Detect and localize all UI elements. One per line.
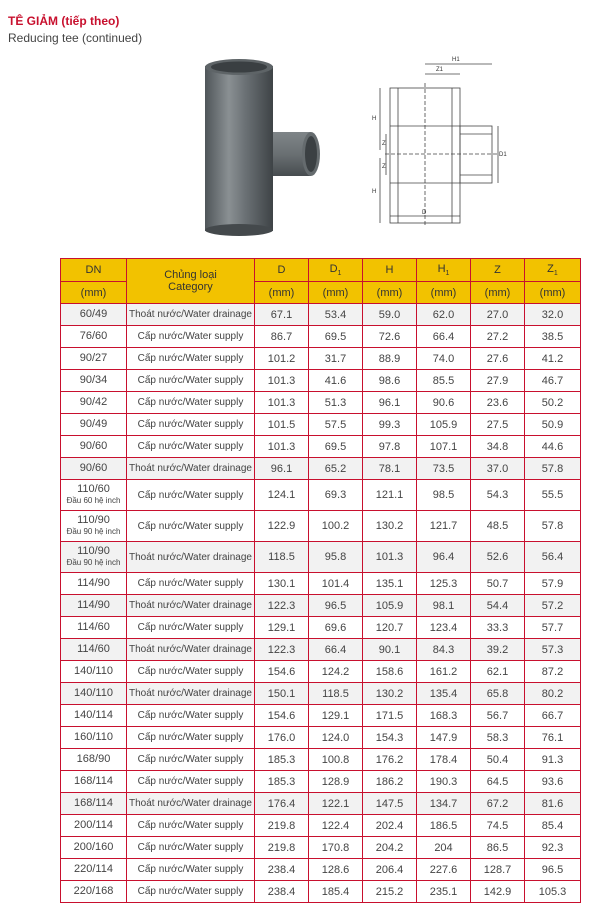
cell-h1: 204 <box>417 837 471 859</box>
cell-z1: 85.4 <box>525 815 581 837</box>
cell-dn-value: 90/34 <box>79 374 108 386</box>
cell-d: 154.6 <box>255 705 309 727</box>
cell-dn <box>61 771 127 793</box>
table-row <box>61 859 581 881</box>
table-row <box>61 837 581 859</box>
cell-dn-value: 90/49 <box>79 418 108 430</box>
cell-dn-value: 140/114 <box>74 709 113 721</box>
cell-dn <box>61 542 127 573</box>
cell-z: 52.6 <box>471 542 525 573</box>
cell-h: 130.2 <box>363 511 417 542</box>
cell-h1: 66.4 <box>417 326 471 348</box>
cell-h1: 227.6 <box>417 859 471 881</box>
cell-z1: 93.6 <box>525 771 581 793</box>
cell-h1: 134.7 <box>417 793 471 815</box>
label-z-bottom: Z <box>382 164 386 170</box>
cell-d: 185.3 <box>255 771 309 793</box>
cell-d1: 100.8 <box>309 749 363 771</box>
cell-dn <box>61 480 127 511</box>
cell-dn <box>61 326 127 348</box>
cell-dn <box>61 304 127 326</box>
page-subtitle: Reducing tee (continued) <box>8 31 143 45</box>
table-row <box>61 573 581 595</box>
cell-dn-value: 110/90 <box>77 545 110 557</box>
cell-dn-value: 160/110 <box>74 731 113 743</box>
cell-dn-value: 90/42 <box>79 396 108 408</box>
label-z-top: Z <box>382 141 386 147</box>
cell-z: 86.5 <box>471 837 525 859</box>
cell-category: Cấp nước/Water supply <box>127 705 255 727</box>
cell-category: Cấp nước/Water supply <box>127 436 255 458</box>
cell-d1: 128.9 <box>309 771 363 793</box>
cell-category: Cấp nước/Water supply <box>127 881 255 903</box>
page-title: TÊ GIẢM (tiếp theo) <box>8 14 120 28</box>
unit-z1: (mm) <box>525 282 581 304</box>
cell-z1: 96.5 <box>525 859 581 881</box>
cell-dn <box>61 573 127 595</box>
cell-d: 122.3 <box>255 595 309 617</box>
cell-h: 176.2 <box>363 749 417 771</box>
label-d1: D1 <box>499 152 507 158</box>
cell-category: Cấp nước/Water supply <box>127 727 255 749</box>
cell-dn-note: Đầu 60 hệ inch <box>66 496 121 505</box>
cell-dn-value: 90/27 <box>79 352 108 364</box>
cell-h1: 90.6 <box>417 392 471 414</box>
label-d: D <box>422 210 427 216</box>
cell-z: 74.5 <box>471 815 525 837</box>
cell-d1: 100.2 <box>309 511 363 542</box>
label-h1: H1 <box>452 57 460 63</box>
cell-dn-value: 114/60 <box>77 643 110 655</box>
cell-d1: 66.4 <box>309 639 363 661</box>
cell-dn-value: 60/49 <box>79 308 108 320</box>
table-row <box>61 661 581 683</box>
cell-h1: 235.1 <box>417 881 471 903</box>
col-d1: $D_1$ <box>309 259 363 282</box>
cell-category: Thoát nước/Water drainage <box>127 639 255 661</box>
header-row <box>61 259 581 282</box>
cell-dn-value: 168/114 <box>74 775 113 787</box>
cell-d1: 65.2 <box>309 458 363 480</box>
cell-z: 48.5 <box>471 511 525 542</box>
cell-d1: 118.5 <box>309 683 363 705</box>
cell-h: 88.9 <box>363 348 417 370</box>
cell-h: 99.3 <box>363 414 417 436</box>
cell-z1: 57.8 <box>525 511 581 542</box>
cell-dn-value: 168/90 <box>76 753 111 765</box>
cell-dn-value: 220/168 <box>73 885 114 897</box>
cell-h1: 147.9 <box>417 727 471 749</box>
cell-d1: 122.4 <box>309 815 363 837</box>
cell-z: 64.5 <box>471 771 525 793</box>
cell-dn-value: 76/60 <box>79 330 108 342</box>
cell-dn-value: 114/90 <box>77 577 110 589</box>
cell-category: Cấp nước/Water supply <box>127 392 255 414</box>
reducing-tee-photo <box>195 58 335 238</box>
cell-category: Cấp nước/Water supply <box>127 414 255 436</box>
cell-z1: 56.4 <box>525 542 581 573</box>
cell-dn-value: 220/114 <box>74 863 113 875</box>
cell-dn <box>61 859 127 881</box>
cell-category: Cấp nước/Water supply <box>127 480 255 511</box>
cell-dn-note: Đầu 90 hệ inch <box>66 558 121 567</box>
cell-dn <box>61 617 127 639</box>
cell-d: 176.0 <box>255 727 309 749</box>
cell-h: 171.5 <box>363 705 417 727</box>
cell-h1: 96.4 <box>417 542 471 573</box>
cell-z1: 41.2 <box>525 348 581 370</box>
col-h: H <box>363 259 417 282</box>
table-row <box>61 793 581 815</box>
cell-z: 27.9 <box>471 370 525 392</box>
cell-d: 154.6 <box>255 661 309 683</box>
cell-dn-value: 168/114 <box>74 797 113 809</box>
table-row <box>61 511 581 542</box>
cell-h: 130.2 <box>363 683 417 705</box>
cell-d: 101.5 <box>255 414 309 436</box>
cell-d1: 51.3 <box>309 392 363 414</box>
cell-d1: 69.6 <box>309 617 363 639</box>
table-row <box>61 771 581 793</box>
cell-z1: 55.5 <box>525 480 581 511</box>
table-row <box>61 815 581 837</box>
cell-h: 135.1 <box>363 573 417 595</box>
cell-z: 67.2 <box>471 793 525 815</box>
cell-h: 97.8 <box>363 436 417 458</box>
cell-dn-value: 140/110 <box>74 665 113 677</box>
cell-d: 150.1 <box>255 683 309 705</box>
cell-category: Cấp nước/Water supply <box>127 661 255 683</box>
cell-z: 54.3 <box>471 480 525 511</box>
table-row <box>61 326 581 348</box>
cell-z1: 46.7 <box>525 370 581 392</box>
cell-dn-value: 90/60 <box>79 440 108 452</box>
cell-category: Thoát nước/Water drainage <box>127 458 255 480</box>
cell-z1: 81.6 <box>525 793 581 815</box>
cell-z1: 92.3 <box>525 837 581 859</box>
label-h-top: H <box>372 116 377 122</box>
cell-z1: 38.5 <box>525 326 581 348</box>
cell-h1: 178.4 <box>417 749 471 771</box>
cell-d: 238.4 <box>255 859 309 881</box>
cell-z1: 50.2 <box>525 392 581 414</box>
cell-h: 98.6 <box>363 370 417 392</box>
cell-z: 23.6 <box>471 392 525 414</box>
cell-h1: 107.1 <box>417 436 471 458</box>
unit-dn: (mm) <box>61 282 127 304</box>
cell-z: 27.6 <box>471 348 525 370</box>
cell-category: Cấp nước/Water supply <box>127 815 255 837</box>
cell-h: 78.1 <box>363 458 417 480</box>
cell-d: 122.9 <box>255 511 309 542</box>
table-row <box>61 480 581 511</box>
reducing-tee-drawing <box>360 48 510 228</box>
cell-category: Cấp nước/Water supply <box>127 859 255 881</box>
cell-z: 142.9 <box>471 881 525 903</box>
cell-dn <box>61 815 127 837</box>
unit-h1: (mm) <box>417 282 471 304</box>
cell-z: 33.3 <box>471 617 525 639</box>
cell-z: 128.7 <box>471 859 525 881</box>
cell-h1: 186.5 <box>417 815 471 837</box>
cell-h: 186.2 <box>363 771 417 793</box>
cell-dn-value: 114/90 <box>77 599 110 611</box>
cell-d: 219.8 <box>255 815 309 837</box>
cell-h: 96.1 <box>363 392 417 414</box>
cell-d: 86.7 <box>255 326 309 348</box>
cell-d: 130.1 <box>255 573 309 595</box>
cell-h1: 74.0 <box>417 348 471 370</box>
cell-d1: 170.8 <box>309 837 363 859</box>
cell-category: Cấp nước/Water supply <box>127 573 255 595</box>
table-row <box>61 617 581 639</box>
cell-category: Cấp nước/Water supply <box>127 370 255 392</box>
table-row <box>61 595 581 617</box>
table-row <box>61 370 581 392</box>
col-dn: DN <box>61 259 127 282</box>
cell-dn-value: 114/60 <box>77 621 110 633</box>
cell-d1: 128.6 <box>309 859 363 881</box>
col-category <box>127 259 255 304</box>
cell-h1: 190.3 <box>417 771 471 793</box>
cell-dn <box>61 348 127 370</box>
cell-z: 27.0 <box>471 304 525 326</box>
cell-z: 27.2 <box>471 326 525 348</box>
cell-dn-value: 90/60 <box>79 462 108 474</box>
cell-dn <box>61 511 127 542</box>
cell-z: 34.8 <box>471 436 525 458</box>
cell-category: Cấp nước/Water supply <box>127 511 255 542</box>
cell-d: 96.1 <box>255 458 309 480</box>
cell-z: 62.1 <box>471 661 525 683</box>
label-h-bottom: H <box>372 189 377 195</box>
cell-dn <box>61 749 127 771</box>
cell-z: 39.2 <box>471 639 525 661</box>
cell-h1: 135.4 <box>417 683 471 705</box>
cell-h: 215.2 <box>363 881 417 903</box>
cell-h1: 121.7 <box>417 511 471 542</box>
cell-h1: 105.9 <box>417 414 471 436</box>
cell-h: 101.3 <box>363 542 417 573</box>
cell-d1: 57.5 <box>309 414 363 436</box>
cell-d: 176.4 <box>255 793 309 815</box>
col-d: D <box>255 259 309 282</box>
cell-z: 58.3 <box>471 727 525 749</box>
table-row <box>61 414 581 436</box>
cell-z: 65.8 <box>471 683 525 705</box>
cell-z: 54.4 <box>471 595 525 617</box>
cell-d1: 69.5 <box>309 326 363 348</box>
cell-z1: 57.9 <box>525 573 581 595</box>
table-row <box>61 458 581 480</box>
cell-d: 101.3 <box>255 436 309 458</box>
cell-z1: 50.9 <box>525 414 581 436</box>
cell-dn <box>61 661 127 683</box>
cell-h: 90.1 <box>363 639 417 661</box>
cell-dn <box>61 881 127 903</box>
cell-h1: 161.2 <box>417 661 471 683</box>
cell-dn-value: 110/60 <box>77 483 110 495</box>
cell-z1: 57.8 <box>525 458 581 480</box>
cell-dn-note: Đầu 90 hệ inch <box>66 527 121 536</box>
cell-dn <box>61 793 127 815</box>
table-row <box>61 749 581 771</box>
cell-d: 124.1 <box>255 480 309 511</box>
cell-d: 129.1 <box>255 617 309 639</box>
col-z: Z <box>471 259 525 282</box>
spec-table <box>60 258 581 903</box>
cell-h: 120.7 <box>363 617 417 639</box>
cell-d1: 69.3 <box>309 480 363 511</box>
cell-d: 101.3 <box>255 370 309 392</box>
table-row <box>61 639 581 661</box>
cell-dn <box>61 392 127 414</box>
cell-z1: 57.7 <box>525 617 581 639</box>
cell-z1: 76.1 <box>525 727 581 749</box>
cell-d1: 185.4 <box>309 881 363 903</box>
col-category-vn: Chủng loại <box>164 269 217 281</box>
cell-h1: 98.5 <box>417 480 471 511</box>
cell-h1: 73.5 <box>417 458 471 480</box>
unit-d1: (mm) <box>309 282 363 304</box>
label-z1: Z1 <box>436 67 444 73</box>
cell-dn-value: 200/114 <box>74 819 113 831</box>
cell-d1: 95.8 <box>309 542 363 573</box>
table-row <box>61 542 581 573</box>
cell-z1: 57.3 <box>525 639 581 661</box>
cell-h: 105.9 <box>363 595 417 617</box>
cell-category: Cấp nước/Water supply <box>127 749 255 771</box>
cell-h: 154.3 <box>363 727 417 749</box>
cell-h: 206.4 <box>363 859 417 881</box>
cell-d1: 122.1 <box>309 793 363 815</box>
cell-z1: 105.3 <box>525 881 581 903</box>
cell-dn <box>61 837 127 859</box>
cell-category: Thoát nước/Water drainage <box>127 683 255 705</box>
cell-z: 27.5 <box>471 414 525 436</box>
cell-category: Cấp nước/Water supply <box>127 326 255 348</box>
cell-d: 101.3 <box>255 392 309 414</box>
cell-h1: 84.3 <box>417 639 471 661</box>
cell-dn-value: 110/90 <box>77 514 110 526</box>
cell-z1: 80.2 <box>525 683 581 705</box>
cell-category: Cấp nước/Water supply <box>127 837 255 859</box>
table-row <box>61 727 581 749</box>
cell-dn <box>61 683 127 705</box>
unit-z: (mm) <box>471 282 525 304</box>
table-row <box>61 881 581 903</box>
cell-h1: 85.5 <box>417 370 471 392</box>
cell-d1: 101.4 <box>309 573 363 595</box>
cell-h1: 123.4 <box>417 617 471 639</box>
cell-h: 72.6 <box>363 326 417 348</box>
unit-h: (mm) <box>363 282 417 304</box>
cell-dn <box>61 414 127 436</box>
col-h1: $H_1$ <box>417 259 471 282</box>
cell-dn <box>61 639 127 661</box>
cell-d1: 124.0 <box>309 727 363 749</box>
cell-d: 67.1 <box>255 304 309 326</box>
table-row <box>61 683 581 705</box>
cell-d1: 96.5 <box>309 595 363 617</box>
col-category-en: Category <box>168 281 213 293</box>
cell-h: 202.4 <box>363 815 417 837</box>
unit-d: (mm) <box>255 282 309 304</box>
table-row <box>61 436 581 458</box>
cell-h1: 62.0 <box>417 304 471 326</box>
cell-d: 185.3 <box>255 749 309 771</box>
cell-h: 158.6 <box>363 661 417 683</box>
cell-z1: 66.7 <box>525 705 581 727</box>
cell-z1: 44.6 <box>525 436 581 458</box>
table-row <box>61 348 581 370</box>
cell-dn <box>61 370 127 392</box>
cell-d: 118.5 <box>255 542 309 573</box>
cell-dn <box>61 595 127 617</box>
cell-d1: 53.4 <box>309 304 363 326</box>
cell-dn <box>61 705 127 727</box>
cell-category: Thoát nước/Water drainage <box>127 595 255 617</box>
cell-category: Cấp nước/Water supply <box>127 617 255 639</box>
cell-h1: 98.1 <box>417 595 471 617</box>
cell-d: 101.2 <box>255 348 309 370</box>
cell-d1: 31.7 <box>309 348 363 370</box>
cell-category: Thoát nước/Water drainage <box>127 304 255 326</box>
cell-z: 37.0 <box>471 458 525 480</box>
cell-dn-value: 140/110 <box>74 687 113 699</box>
cell-d: 219.8 <box>255 837 309 859</box>
table-row <box>61 705 581 727</box>
cell-d: 238.4 <box>255 881 309 903</box>
cell-category: Cấp nước/Water supply <box>127 348 255 370</box>
cell-category: Thoát nước/Water drainage <box>127 542 255 573</box>
cell-h: 204.2 <box>363 837 417 859</box>
cell-h1: 168.3 <box>417 705 471 727</box>
cell-d1: 129.1 <box>309 705 363 727</box>
cell-dn <box>61 458 127 480</box>
cell-category: Thoát nước/Water drainage <box>127 793 255 815</box>
cell-dn <box>61 436 127 458</box>
cell-category: Cấp nước/Water supply <box>127 771 255 793</box>
cell-z: 50.4 <box>471 749 525 771</box>
table-row <box>61 304 581 326</box>
cell-d1: 69.5 <box>309 436 363 458</box>
cell-z1: 87.2 <box>525 661 581 683</box>
col-z1: $Z_1$ <box>525 259 581 282</box>
table-row <box>61 392 581 414</box>
cell-h: 147.5 <box>363 793 417 815</box>
cell-z1: 57.2 <box>525 595 581 617</box>
cell-d1: 41.6 <box>309 370 363 392</box>
cell-dn-value: 200/160 <box>73 841 114 853</box>
cell-d: 122.3 <box>255 639 309 661</box>
cell-z: 56.7 <box>471 705 525 727</box>
cell-h: 121.1 <box>363 480 417 511</box>
cell-z1: 91.3 <box>525 749 581 771</box>
cell-z1: 32.0 <box>525 304 581 326</box>
cell-h: 59.0 <box>363 304 417 326</box>
cell-d1: 124.2 <box>309 661 363 683</box>
cell-h1: 125.3 <box>417 573 471 595</box>
cell-z: 50.7 <box>471 573 525 595</box>
cell-dn <box>61 727 127 749</box>
